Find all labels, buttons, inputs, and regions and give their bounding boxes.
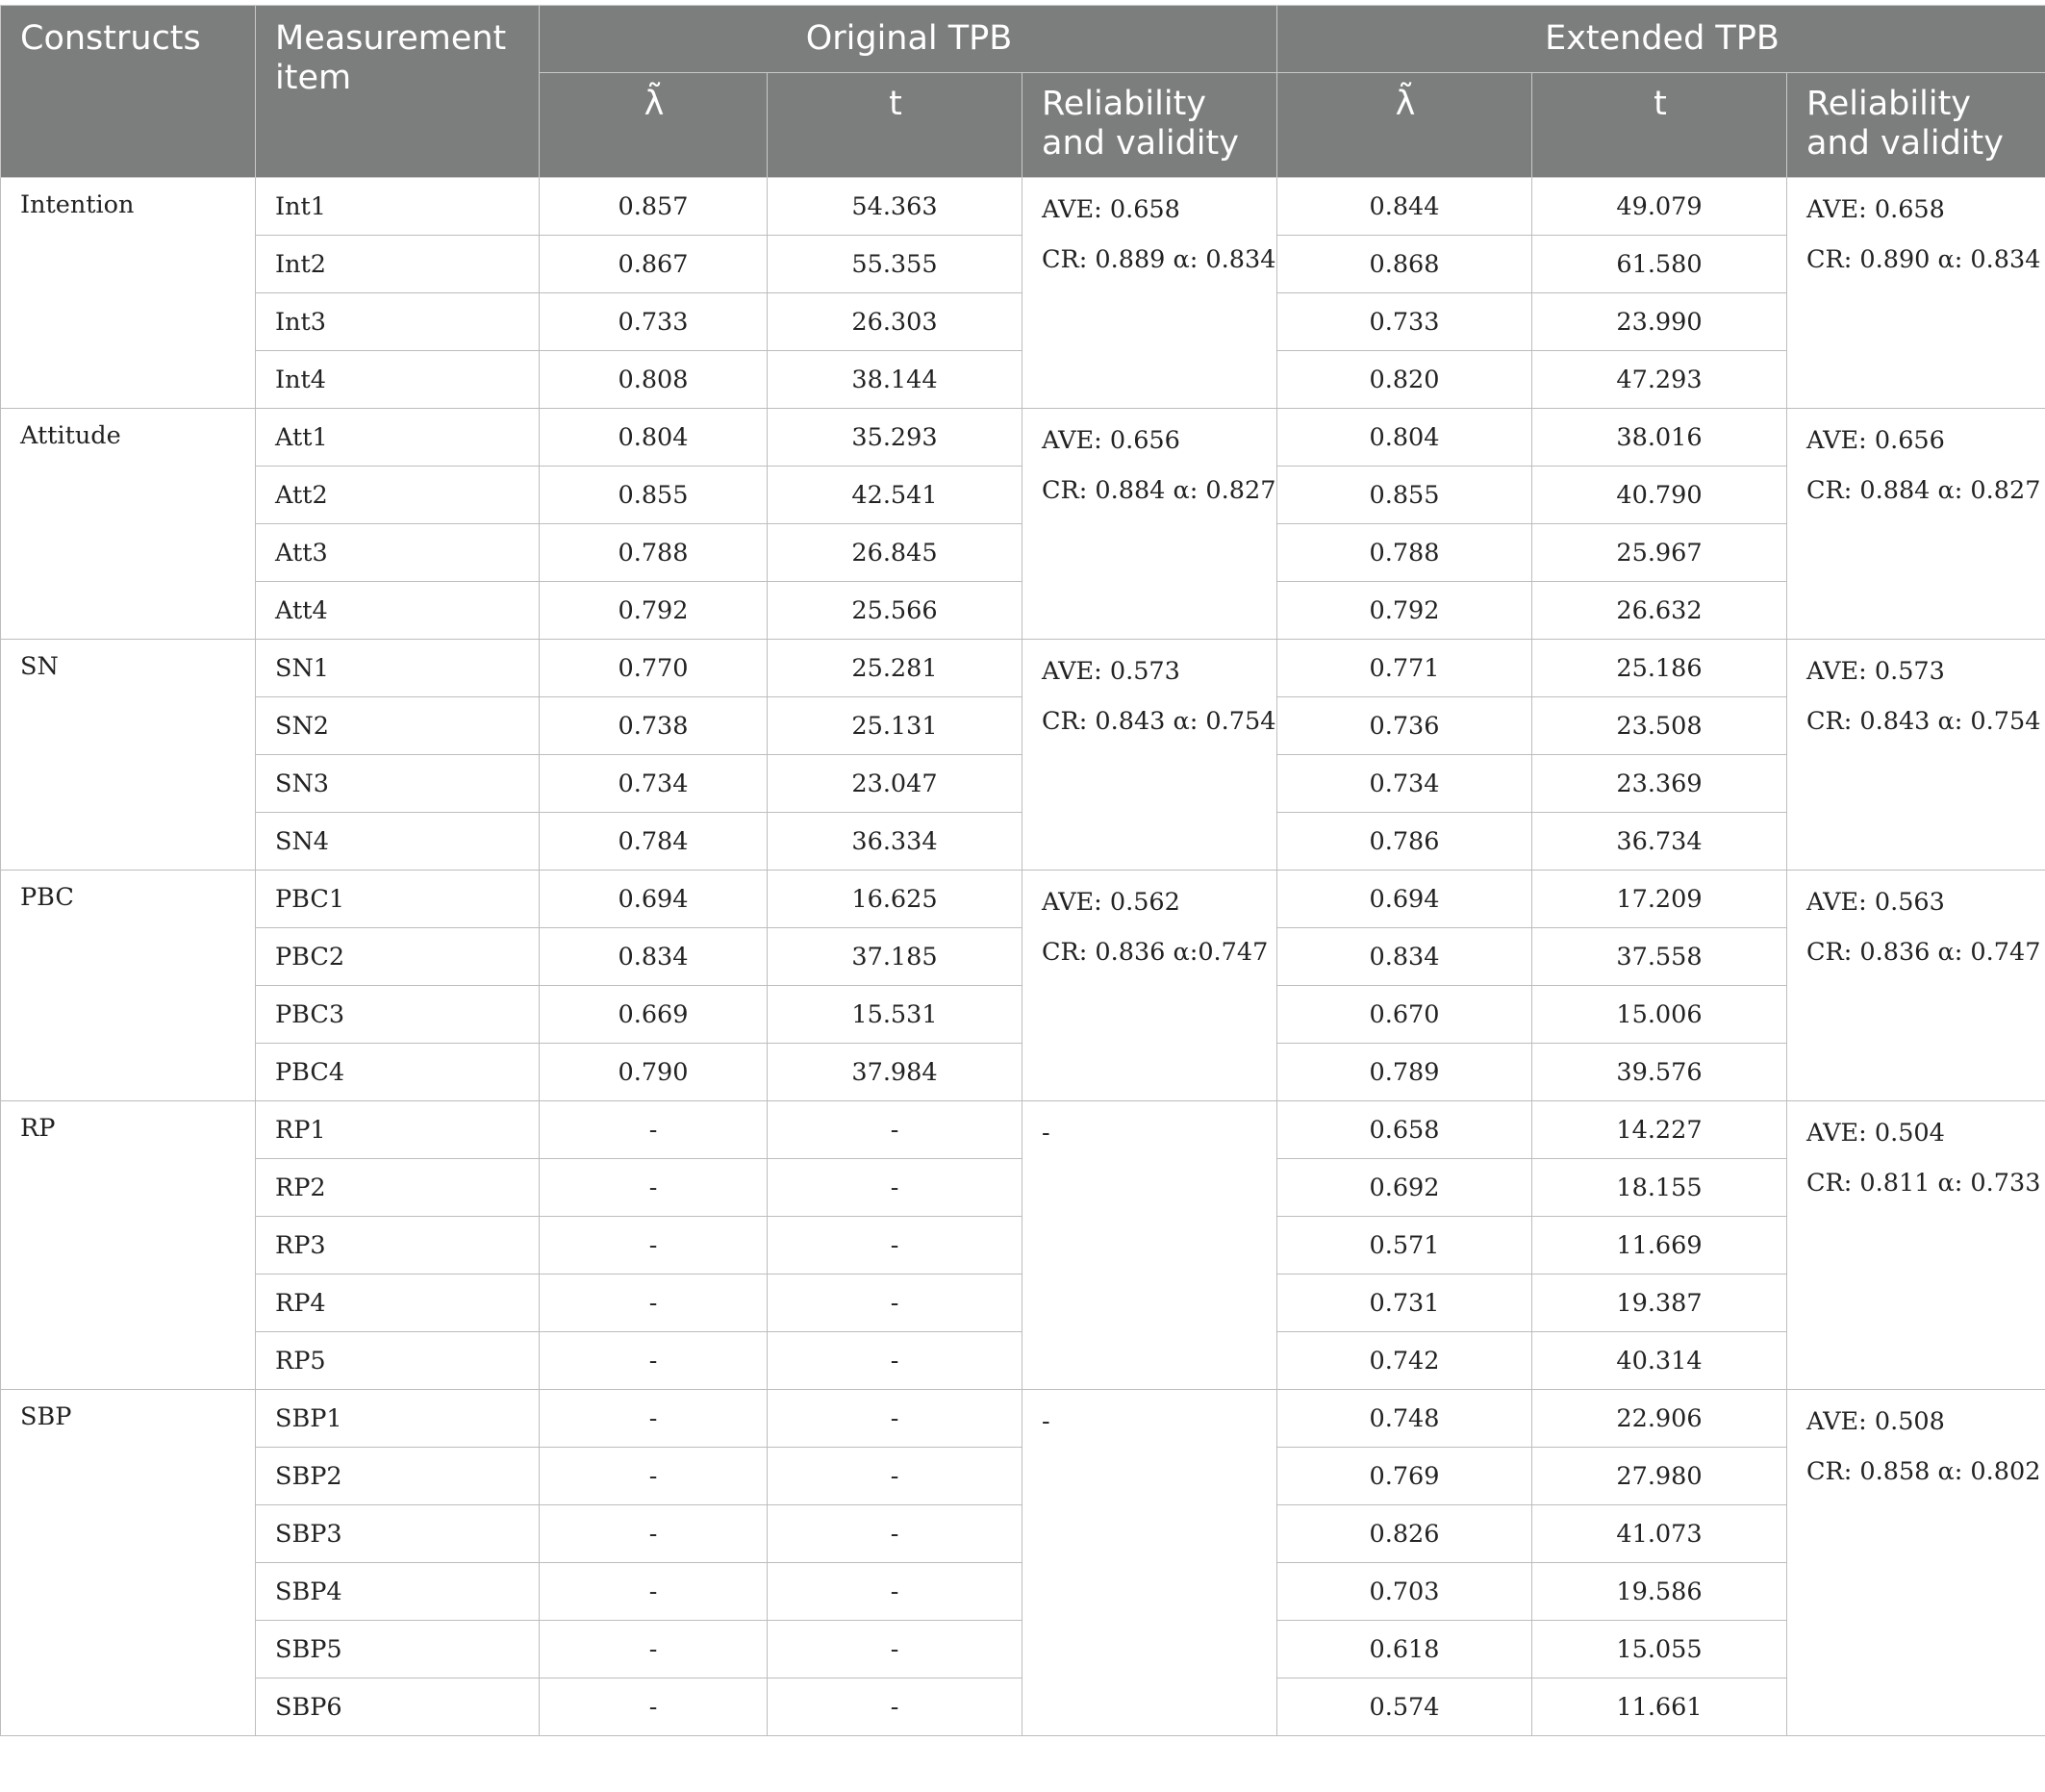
extended-lambda: 0.788 xyxy=(1277,524,1532,582)
reliability-line: AVE: 0.658 xyxy=(1806,190,2028,229)
original-lambda: - xyxy=(540,1678,768,1736)
original-lambda: 0.770 xyxy=(540,640,768,697)
measurement-item: SN2 xyxy=(256,697,540,755)
extended-lambda: 0.574 xyxy=(1277,1678,1532,1736)
original-lambda: 0.669 xyxy=(540,986,768,1044)
measurement-item: RP2 xyxy=(256,1159,540,1217)
extended-t: 38.016 xyxy=(1532,409,1787,467)
extended-t: 49.079 xyxy=(1532,178,1787,236)
extended-t: 15.055 xyxy=(1532,1621,1787,1678)
original-t: 23.047 xyxy=(768,755,1022,813)
reliability-line: CR: 0.889 α: 0.834 xyxy=(1042,240,1259,279)
original-t: - xyxy=(768,1101,1022,1159)
header-original-reliability: Reliability and validity xyxy=(1022,73,1277,178)
original-t: - xyxy=(768,1390,1022,1448)
table-row xyxy=(1,640,2045,697)
original-reliability xyxy=(1022,640,1277,871)
extended-t: 27.980 xyxy=(1532,1448,1787,1505)
table-row xyxy=(1,1101,2045,1159)
original-t: 25.281 xyxy=(768,640,1022,697)
extended-reliability xyxy=(1787,178,2045,409)
header-measurement-item: Measurement item xyxy=(256,6,540,178)
measurement-item: RP4 xyxy=(256,1275,540,1332)
extended-lambda: 0.855 xyxy=(1277,467,1532,524)
reliability-line: CR: 0.843 α: 0.754 xyxy=(1806,702,2028,741)
original-lambda: - xyxy=(540,1390,768,1448)
original-t: 15.531 xyxy=(768,986,1022,1044)
extended-t: 26.632 xyxy=(1532,582,1787,640)
original-lambda: - xyxy=(540,1621,768,1678)
table-row xyxy=(1,871,2045,928)
original-t: - xyxy=(768,1275,1022,1332)
extended-lambda: 0.844 xyxy=(1277,178,1532,236)
extended-lambda: 0.868 xyxy=(1277,236,1532,293)
reliability-line: AVE: 0.656 xyxy=(1042,421,1259,460)
original-reliability xyxy=(1022,871,1277,1101)
original-t: - xyxy=(768,1563,1022,1621)
original-t: 36.334 xyxy=(768,813,1022,871)
extended-t: 39.576 xyxy=(1532,1044,1787,1101)
measurement-item: Att4 xyxy=(256,582,540,640)
original-t: - xyxy=(768,1159,1022,1217)
extended-lambda: 0.748 xyxy=(1277,1390,1532,1448)
extended-reliability xyxy=(1787,409,2045,640)
reliability-line: - xyxy=(1042,1114,1259,1152)
measurement-item: Int3 xyxy=(256,293,540,351)
measurement-item: SN4 xyxy=(256,813,540,871)
original-lambda: 0.738 xyxy=(540,697,768,755)
extended-lambda: 0.771 xyxy=(1277,640,1532,697)
reliability-line: AVE: 0.504 xyxy=(1806,1114,2028,1152)
reliability-line: AVE: 0.563 xyxy=(1806,883,2028,921)
table-row xyxy=(1,1390,2045,1448)
header-extended-tpb: Extended TPB xyxy=(1277,6,2045,73)
construct-name: Attitude xyxy=(1,409,256,640)
header-constructs: Constructs xyxy=(1,6,256,178)
extended-t: 22.906 xyxy=(1532,1390,1787,1448)
original-reliability xyxy=(1022,1390,1277,1736)
construct-name: Intention xyxy=(1,178,256,409)
extended-t: 23.990 xyxy=(1532,293,1787,351)
reliability-line: AVE: 0.562 xyxy=(1042,883,1259,921)
extended-lambda: 0.786 xyxy=(1277,813,1532,871)
reliability-line: CR: 0.811 α: 0.733 xyxy=(1806,1164,2028,1202)
original-t: 55.355 xyxy=(768,236,1022,293)
original-t: - xyxy=(768,1332,1022,1390)
extended-t: 17.209 xyxy=(1532,871,1787,928)
reliability-line: - xyxy=(1042,1402,1259,1441)
extended-t: 47.293 xyxy=(1532,351,1787,409)
extended-reliability xyxy=(1787,1101,2045,1390)
original-lambda: - xyxy=(540,1101,768,1159)
header-original-lambda: λ̃ xyxy=(540,73,768,178)
extended-t: 11.669 xyxy=(1532,1217,1787,1275)
measurement-item: SBP3 xyxy=(256,1505,540,1563)
extended-t: 25.967 xyxy=(1532,524,1787,582)
original-t: 54.363 xyxy=(768,178,1022,236)
measurement-item: Att1 xyxy=(256,409,540,467)
extended-lambda: 0.736 xyxy=(1277,697,1532,755)
original-lambda: 0.694 xyxy=(540,871,768,928)
original-lambda: 0.834 xyxy=(540,928,768,986)
original-t: - xyxy=(768,1505,1022,1563)
original-reliability xyxy=(1022,409,1277,640)
measurement-item: PBC4 xyxy=(256,1044,540,1101)
reliability-line: CR: 0.843 α: 0.754 xyxy=(1042,702,1259,741)
extended-t: 14.227 xyxy=(1532,1101,1787,1159)
original-lambda: 0.788 xyxy=(540,524,768,582)
original-t: 25.131 xyxy=(768,697,1022,755)
reliability-line: CR: 0.836 α: 0.747 xyxy=(1806,933,2028,972)
extended-lambda: 0.694 xyxy=(1277,871,1532,928)
original-lambda: - xyxy=(540,1563,768,1621)
table-header xyxy=(1,6,2045,178)
reliability-line: AVE: 0.508 xyxy=(1806,1402,2028,1441)
original-reliability xyxy=(1022,1101,1277,1390)
measurement-item: RP5 xyxy=(256,1332,540,1390)
reliability-line: CR: 0.836 α:0.747 xyxy=(1042,933,1259,972)
reliability-line: AVE: 0.573 xyxy=(1042,652,1259,691)
original-lambda: - xyxy=(540,1217,768,1275)
original-lambda: 0.867 xyxy=(540,236,768,293)
extended-t: 11.661 xyxy=(1532,1678,1787,1736)
original-t: - xyxy=(768,1678,1022,1736)
original-lambda: 0.733 xyxy=(540,293,768,351)
original-lambda: - xyxy=(540,1505,768,1563)
table-row xyxy=(1,178,2045,236)
extended-t: 41.073 xyxy=(1532,1505,1787,1563)
original-t: 42.541 xyxy=(768,467,1022,524)
original-t: 16.625 xyxy=(768,871,1022,928)
measurement-item: Att2 xyxy=(256,467,540,524)
reliability-line: AVE: 0.573 xyxy=(1806,652,2028,691)
extended-lambda: 0.571 xyxy=(1277,1217,1532,1275)
extended-reliability xyxy=(1787,1390,2045,1736)
original-lambda: - xyxy=(540,1332,768,1390)
measurement-item: SBP1 xyxy=(256,1390,540,1448)
extended-t: 40.790 xyxy=(1532,467,1787,524)
extended-lambda: 0.658 xyxy=(1277,1101,1532,1159)
original-reliability xyxy=(1022,178,1277,409)
extended-reliability xyxy=(1787,871,2045,1101)
original-lambda: - xyxy=(540,1159,768,1217)
reliability-line: AVE: 0.656 xyxy=(1806,421,2028,460)
extended-lambda: 0.742 xyxy=(1277,1332,1532,1390)
original-t: - xyxy=(768,1448,1022,1505)
measurement-item: SBP5 xyxy=(256,1621,540,1678)
reliability-line: CR: 0.884 α: 0.827 xyxy=(1042,471,1259,510)
measurement-item: SN3 xyxy=(256,755,540,813)
extended-t: 18.155 xyxy=(1532,1159,1787,1217)
table-row xyxy=(1,409,2045,467)
header-original-t: t xyxy=(768,73,1022,178)
original-lambda: 0.790 xyxy=(540,1044,768,1101)
measurement-item: RP1 xyxy=(256,1101,540,1159)
original-lambda: 0.792 xyxy=(540,582,768,640)
extended-lambda: 0.734 xyxy=(1277,755,1532,813)
extended-lambda: 0.792 xyxy=(1277,582,1532,640)
reliability-line: CR: 0.890 α: 0.834 xyxy=(1806,240,2028,279)
extended-lambda: 0.670 xyxy=(1277,986,1532,1044)
extended-t: 40.314 xyxy=(1532,1332,1787,1390)
original-lambda: - xyxy=(540,1448,768,1505)
table-body xyxy=(1,178,2045,1736)
extended-t: 23.508 xyxy=(1532,697,1787,755)
extended-lambda: 0.834 xyxy=(1277,928,1532,986)
measurement-item: Att3 xyxy=(256,524,540,582)
header-extended-lambda: λ̃ xyxy=(1277,73,1532,178)
extended-lambda: 0.789 xyxy=(1277,1044,1532,1101)
original-t: 26.303 xyxy=(768,293,1022,351)
extended-t: 19.387 xyxy=(1532,1275,1787,1332)
extended-t: 61.580 xyxy=(1532,236,1787,293)
original-lambda: 0.855 xyxy=(540,467,768,524)
extended-t: 25.186 xyxy=(1532,640,1787,697)
measurement-item: SBP6 xyxy=(256,1678,540,1736)
measurement-item: Int1 xyxy=(256,178,540,236)
extended-reliability xyxy=(1787,640,2045,871)
original-lambda: 0.808 xyxy=(540,351,768,409)
extended-lambda: 0.692 xyxy=(1277,1159,1532,1217)
original-t: 25.566 xyxy=(768,582,1022,640)
extended-lambda: 0.731 xyxy=(1277,1275,1532,1332)
reliability-line: CR: 0.884 α: 0.827 xyxy=(1806,471,2028,510)
construct-name: PBC xyxy=(1,871,256,1101)
extended-t: 23.369 xyxy=(1532,755,1787,813)
header-original-tpb: Original TPB xyxy=(540,6,1277,73)
measurement-model-table xyxy=(0,5,2045,1736)
original-t: - xyxy=(768,1621,1022,1678)
original-lambda: 0.734 xyxy=(540,755,768,813)
measurement-item: PBC2 xyxy=(256,928,540,986)
extended-lambda: 0.618 xyxy=(1277,1621,1532,1678)
original-t: 37.984 xyxy=(768,1044,1022,1101)
original-t: 35.293 xyxy=(768,409,1022,467)
extended-lambda: 0.769 xyxy=(1277,1448,1532,1505)
measurement-item: SBP4 xyxy=(256,1563,540,1621)
reliability-line: CR: 0.858 α: 0.802 xyxy=(1806,1452,2028,1491)
extended-lambda: 0.820 xyxy=(1277,351,1532,409)
original-t: 26.845 xyxy=(768,524,1022,582)
construct-name: RP xyxy=(1,1101,256,1390)
original-lambda: 0.784 xyxy=(540,813,768,871)
measurement-item: Int4 xyxy=(256,351,540,409)
header-extended-reliability: Reliability and validity xyxy=(1787,73,2045,178)
original-lambda: 0.857 xyxy=(540,178,768,236)
measurement-item: PBC1 xyxy=(256,871,540,928)
extended-t: 37.558 xyxy=(1532,928,1787,986)
extended-lambda: 0.826 xyxy=(1277,1505,1532,1563)
original-lambda: - xyxy=(540,1275,768,1332)
measurement-item: RP3 xyxy=(256,1217,540,1275)
original-t: 38.144 xyxy=(768,351,1022,409)
construct-name: SN xyxy=(1,640,256,871)
measurement-item: Int2 xyxy=(256,236,540,293)
measurement-item: SBP2 xyxy=(256,1448,540,1505)
original-t: - xyxy=(768,1217,1022,1275)
extended-lambda: 0.733 xyxy=(1277,293,1532,351)
extended-t: 19.586 xyxy=(1532,1563,1787,1621)
extended-lambda: 0.804 xyxy=(1277,409,1532,467)
reliability-line: AVE: 0.658 xyxy=(1042,190,1259,229)
construct-name: SBP xyxy=(1,1390,256,1736)
measurement-item: SN1 xyxy=(256,640,540,697)
extended-t: 15.006 xyxy=(1532,986,1787,1044)
measurement-item: PBC3 xyxy=(256,986,540,1044)
original-t: 37.185 xyxy=(768,928,1022,986)
extended-lambda: 0.703 xyxy=(1277,1563,1532,1621)
header-extended-t: t xyxy=(1532,73,1787,178)
extended-t: 36.734 xyxy=(1532,813,1787,871)
original-lambda: 0.804 xyxy=(540,409,768,467)
